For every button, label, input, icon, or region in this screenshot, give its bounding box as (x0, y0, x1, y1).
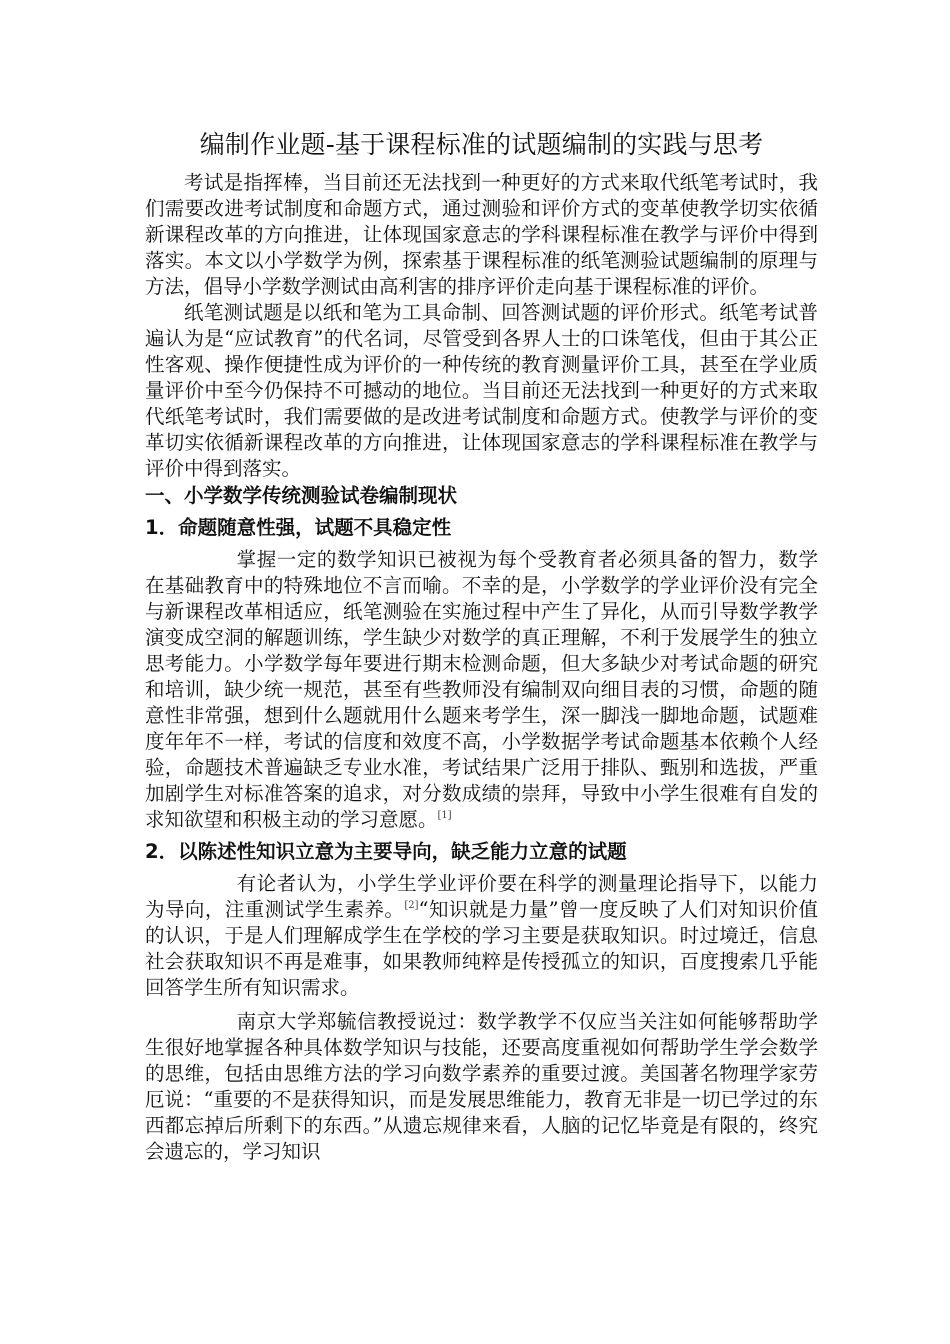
ability-text-a: 有论者认为，小学生学业评价要在科学的测量理论指导下，以能力为导向，注重测试学生素养。 (145, 872, 818, 921)
subsection-heading-1: 1．命题随意性强，试题不具稳定性 (145, 516, 452, 539)
citation-ref-2: [2] (404, 900, 419, 911)
paper-test-paragraph: 纸笔测试题是以纸和笔为工具命制、回答测试题的评价形式。纸笔考试普遍认为是“应试教育”的代名词，尽管受到各界人士的口诛笔伐，但由于其公正性客观、操作便捷性成为评价的一种传统的教育测量评价工具，甚至在学业质量评价中至今仍保持不可撼动的地位。当目前还无法找到一种更好的方式来取代纸笔考试时，我们需要做的是改进考试制度和命题方式。使教学与评价的变革切实依循新课程改革的方向推进，让体现国家意志的学科课程标准在教学与评价中得到落实。 (145, 301, 818, 480)
document-title: 编制作业题-基于课程标准的试题编制的实践与思考 (199, 130, 764, 159)
citation-ref-1: [1] (437, 810, 452, 821)
section-heading-1: 一、小学数学传统测验试卷编制现状 (145, 484, 458, 507)
thinking-paragraph: 南京大学郑毓信教授说过：数学教学不仅应当关注如何能够帮助学生很好地掌握各种具体数学知识与技能，还要高度重视如何帮助学生学会数学的思维，包括由思维方法的学习向数学素养的重要过渡。美国著名物理学家劳厄说：“重要的不是获得知识，而是发展思维能力，教育无非是一切已学过的东西都忘掉后所剩下的东西。”从遗忘规律来看，人脑的记忆毕竟是有限的，终究会遗忘的，学习知识 (145, 1010, 818, 1163)
randomness-paragraph (145, 547, 818, 833)
subsection-heading-2: 2．以陈述性知识立意为主要导向，缺乏能力立意的试题 (145, 840, 627, 863)
randomness-text: 掌握一定的数学知识已被视为每个受教育者必须具备的智力，数学在基础教育中的特殊地位不言而喻。不幸的是，小学数学的学业评价没有完全与新课程改革相适应，纸笔测验在实施过程中产生了异化，从而引导数学教学演变成空洞的解题训练，学生缺少对数学的真正理解，不利于发展学生的独立思考能力。小学数学每年要进行期末检测命题，但大多缺少对考试命题的研究和培训，缺少统一规范，甚至有些教师没有编制双向细目表的习惯，命题的随意性非常强，想到什么题就用什么题来考学生，深一脚浅一脚地命题，试题难度年年不一样，考试的信度和效度不高，小学数据学考试命题基本依赖个人经验，命题技术普遍缺乏专业水准，考试结果广泛用于排队、甄别和选拔，严重加剧学生对标准答案的追求，对分数成绩的崇拜，导致中小学生很难有自发的求知欲望和积极主动的学习意愿。 (145, 548, 818, 831)
intro-paragraph: 考试是指挥棒，当目前还无法找到一种更好的方式来取代纸笔考试时，我们需要改进考试制度和命题方式，通过测验和评价方式的变革使教学切实依循新课程改革的方向推进，让体现国家意志的学科课程标准在教学与评价中得到落实。本文以小学数学为例，探索基于课程标准的纸笔测验试题编制的原理与方法，倡导小学数学测试由高利害的排序评价走向基于课程标准的评价。 (145, 171, 818, 298)
ability-paragraph (145, 871, 818, 1001)
ability-text-b: “知识就是力量”曾一度反映了人们对知识价值的认识，于是人们理解成学生在学校的学习主要是获取知识。时过境迁，信息社会获取知识不再是难事，如果教师纯粹是传授孤立的知识，百度搜索几乎能回答学生所有知识需求。 (145, 898, 818, 999)
